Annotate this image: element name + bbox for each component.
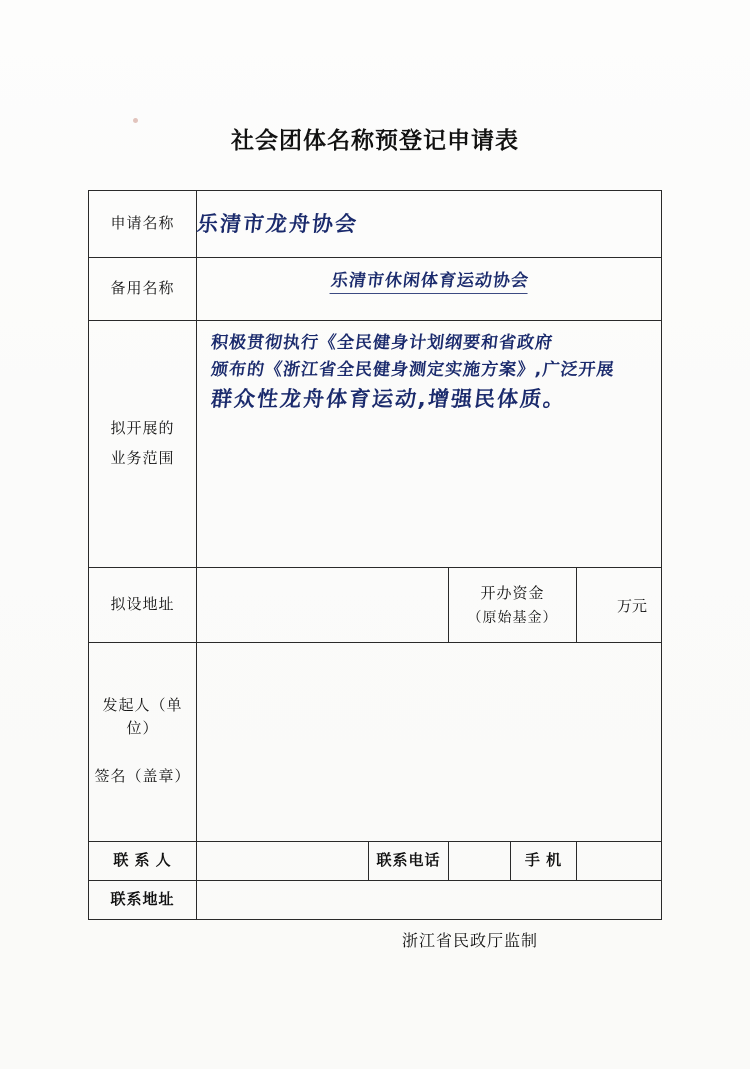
- label-capital: 开办资金 （原始基金）: [449, 568, 577, 643]
- value-initiator[interactable]: [197, 643, 662, 842]
- page-title: 社会团体名称预登记申请表: [231, 127, 519, 153]
- footer-note: 浙江省民政厅监制: [401, 933, 538, 950]
- label-contact-person: 联 系 人: [89, 842, 197, 881]
- label-business-scope: 拟开展的 业务范围: [89, 321, 197, 568]
- label-initiator: 发起人（单位） 签名（盖章）: [89, 643, 197, 842]
- application-form-table: [88, 190, 662, 920]
- label-contact-address: 联系地址: [89, 881, 197, 920]
- business-scope-text: 积极贯彻执行《全民健身计划纲要和省政府 颁布的《浙江省全民健身测定实施方案》,广泛开展 群众性龙舟体育运动,增强民体质。: [209, 333, 616, 411]
- value-contact-address[interactable]: [197, 881, 662, 920]
- table-row-apply-name: [89, 191, 662, 258]
- label-apply-name: 申请名称: [89, 191, 197, 258]
- value-apply-name[interactable]: 乐清市龙舟协会: [197, 191, 662, 258]
- value-contact-phone[interactable]: [449, 842, 511, 881]
- table-row-initiator: [89, 643, 662, 842]
- label-backup-name: 备用名称: [89, 258, 197, 321]
- table-row-backup-name: [89, 258, 662, 321]
- table-row-business-scope: [89, 321, 662, 568]
- label-address: 拟设地址: [89, 568, 197, 643]
- value-business-scope[interactable]: [197, 321, 662, 568]
- table-row-contact-address: [89, 881, 662, 920]
- value-contact-person[interactable]: [197, 842, 369, 881]
- value-capital[interactable]: 万元: [577, 568, 662, 643]
- table-row-address-capital: [89, 568, 662, 643]
- label-mobile: 手 机: [511, 842, 577, 881]
- value-address[interactable]: [197, 568, 449, 643]
- table-row-contact: [89, 842, 662, 881]
- value-mobile[interactable]: [577, 842, 662, 881]
- label-contact-phone: 联系电话: [369, 842, 449, 881]
- value-backup-name[interactable]: 乐清市休闲体育运动协会: [197, 258, 662, 321]
